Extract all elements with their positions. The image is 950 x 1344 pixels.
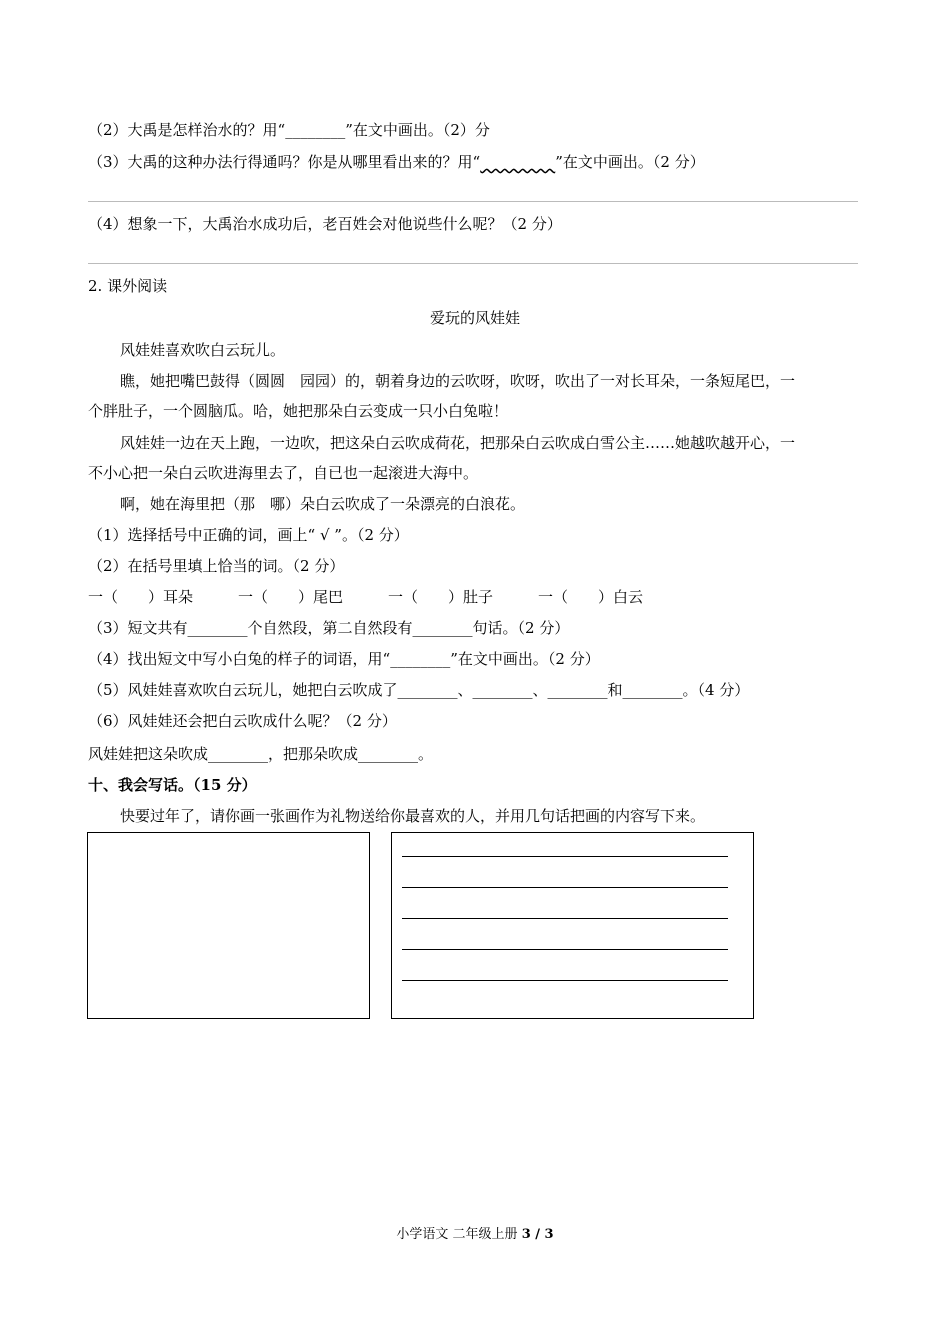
question-4: （4）想象一下，大禹治水成功后，老百姓会对他说些什么呢？（2 分） [88,215,562,233]
paragraph: 风娃娃一边在天上跑，一边吹，把这朵白云吹成荷花，把那朵白云吹成白雪公主……她越吹越开心，一 [120,434,796,452]
passage-title: 爱玩的风娃娃 [429,309,520,327]
question: （1）选择括号中正确的词，画上“ √ ”。（2 分） [88,526,409,544]
answer-line [88,263,858,264]
fill-in-answer: 风娃娃把这朵吹成________，把那朵吹成________。 [88,745,434,763]
paragraph: 啊，她在海里把（那 哪）朵白云吹成了一朵漂亮的白浪花。 [120,495,526,513]
question-3-tail: ”在文中画出。（2 分） [555,153,705,171]
writing-box[interactable] [391,832,754,1019]
question: （3）短文共有________个自然段，第二自然段有________句话。（2 分） [88,619,570,637]
paragraph: 风娃娃喜欢吹白云玩儿。 [120,341,286,359]
question: （4）找出短文中写小白兔的样子的词语，用“________”在文中画出。（2 分） [88,650,600,668]
section-heading: 2. 课外阅读 [88,277,168,295]
section-heading: 十、我会写话。（15 分） [88,776,257,794]
question: （6）风娃娃还会把白云吹成什么呢？（2 分） [88,712,397,730]
question: （2）在括号里填上恰当的词。（2 分） [88,557,345,575]
writing-line [402,887,728,888]
question: （5）风娃娃喜欢吹白云玩儿，她把白云吹成了________、________、________和________。（4 分） [88,681,750,699]
answer-line [88,201,858,202]
wavy-underline-mark [480,153,555,171]
writing-prompt: 快要过年了，请你画一张画作为礼物送给你最喜欢的人，并用几句话把画的内容写下来。 [120,807,706,825]
page-footer [0,1226,950,1244]
page-number: 3 / 3 [521,1227,554,1242]
paragraph-continued: 不小心把一朵白云吹进海里去了，自已也一起滚进大海中。 [88,464,479,482]
drawing-box[interactable] [87,832,370,1019]
writing-line [402,856,728,857]
writing-line [402,980,728,981]
paragraph-continued: 个胖肚子，一个圆脑瓜。哈，她把那朵白云变成一只小白兔啦！ [88,402,509,420]
paragraph: 瞧，她把嘴巴鼓得（圆圆 园园）的，朝着身边的云吹呀，吹呀，吹出了一对长耳朵，一条短尾巴，一 [120,372,796,390]
question-3 [88,152,705,172]
question-2: （2）大禹是怎样治水的？用“________”在文中画出。（2）分 [88,121,490,139]
writing-line [402,918,728,919]
question-3-text: （3）大禹的这种办法行得通吗？你是从哪里看出来的？用“ [88,153,481,171]
writing-line [402,949,728,950]
footer-subject: 小学语文 二年级上册 [396,1227,518,1242]
fill-in-row: 一（ ）耳朵 一（ ）尾巴 一（ ）肚子 一（ ）白云 [88,588,644,606]
